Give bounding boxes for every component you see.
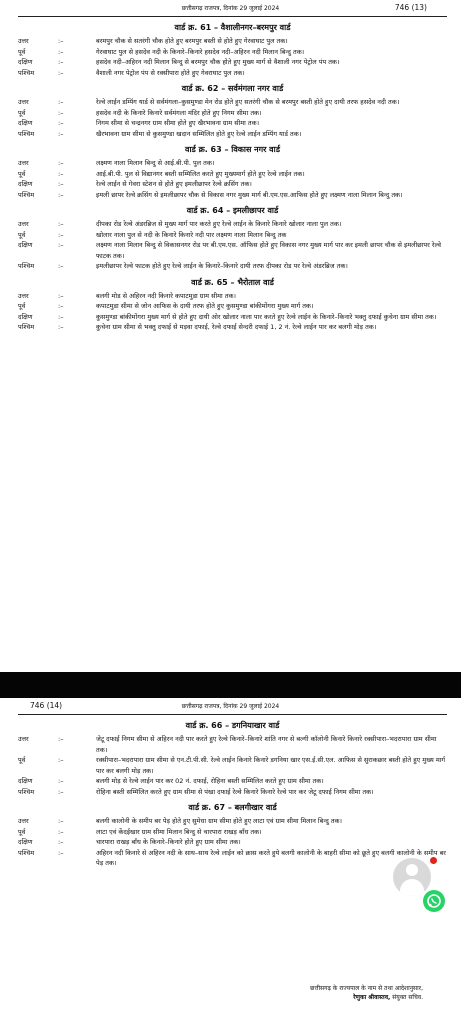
boundary-description: लक्ष्मण नाला मिलान बिन्दु से विकासनगर रोड पर बी.एम.एस. ऑफिस होते हुए विकास नगर मुख्य मार्ग पार कर इमली छापर चौक से इमलीछापर रेल्वे फाटक तक। <box>96 241 442 260</box>
boundary-row <box>18 787 447 798</box>
boundary-description: बरमपुर चौक से सतरंगी चौक होते हुए बरमपुर बस्ती से होते हुए गेरवाघाट पुल तक। <box>96 37 288 45</box>
boundary-direction: उत्तर <box>18 159 29 167</box>
boundary-row <box>18 301 447 312</box>
boundary-direction: पश्चिम <box>18 68 35 77</box>
boundary-row <box>18 57 447 68</box>
boundary-row <box>18 755 447 776</box>
page-number: 746 (14) <box>30 701 63 710</box>
boundary-direction: पूर्व <box>18 302 26 310</box>
boundary-direction: उत्तर <box>18 817 29 825</box>
boundary-description: अहिरन नदी किनारे से अहिरन नदी के साथ–साथ रेल्वे लाईन को क्रास करते हुये बलगी कालोनी के बाहरी सीमा को छूते हुए बलगी कालोनी के समीप बर पेड़ तक। <box>96 848 446 867</box>
boundary-separator: :– <box>58 735 64 743</box>
boundary-separator: :– <box>58 230 64 239</box>
header-rule <box>18 16 447 17</box>
boundary-row <box>18 47 447 58</box>
boundary-separator: :– <box>58 220 64 228</box>
boundary-separator: :– <box>58 58 64 66</box>
boundary-description: दीपका रोड रेल्वे अंडरब्रिज से मुख्य मार्ग पार करते हुए रेल्वे लाईन के किनारे किनारे खोलार नाला पुल तक। <box>96 220 342 228</box>
boundary-description: रेल्वे लाईन से गेवरा स्टेशन से होते हुए इमलीछापर रेल्वे क्रसिंग तक। <box>96 180 252 188</box>
boundary-separator: :– <box>58 323 64 331</box>
boundary-description: बलगी मोड से अहिरन नदी किनारे कपाटमुडा ग्राम सीमा तक। <box>96 291 236 300</box>
boundary-description: कुचेना ग्राम सीमा से भक्तु दफाई से मड़वा दफाई, रेल्वे दफाई सेन्दरी दफाई 1, 2 नं. रेल्वे लाईन पार कर बलगी मोड़ तक। <box>96 323 377 331</box>
boundary-direction: उत्तर <box>18 735 29 743</box>
boundary-direction: उत्तर <box>18 98 29 106</box>
boundary-description: हसदेव नदी के किनारे किनारे सर्वमंगला मंदिर होते हुए निगम सीमा तक। <box>96 108 262 117</box>
boundary-description: रोहिना बस्ती सम्मिलित करते हुए ग्राम सीमा से पंखा दफाई रेल्वे किनारे किनारे रेल्वे पार कर जेटू दफाई निगम सीमा तक। <box>96 787 374 796</box>
boundary-separator: :– <box>58 159 64 167</box>
boundary-separator: :– <box>58 68 64 77</box>
boundary-separator: :– <box>58 302 64 310</box>
boundary-direction: पश्चिम <box>18 190 35 199</box>
boundary-row <box>18 118 447 129</box>
boundary-separator: :– <box>58 756 64 764</box>
ward-title: वार्ड क्र. 65 – भैरोताल वार्ड <box>191 277 274 287</box>
boundary-row <box>18 169 447 180</box>
boundary-separator: :– <box>58 108 64 117</box>
boundary-direction: उत्तर <box>18 220 29 228</box>
boundary-description: खैरभावना ग्राम सीमा से कुसमुण्डा खदान सम्मिलित होते हुए रेल्वे लाईन डम्पिंग यार्ड तक। <box>96 129 302 138</box>
ward-title: वार्ड क्र. 62 – सर्वमंगला नगर वार्ड <box>181 84 284 93</box>
boundary-row <box>18 129 447 140</box>
boundary-row <box>18 219 447 230</box>
boundary-separator: :– <box>58 262 64 270</box>
boundary-direction: दक्षिण <box>18 58 33 66</box>
signature-block <box>310 984 423 1002</box>
boundary-description: इमली छापर रेल्वे क्रसिंग से इमलीछापर चौक से विकास नगर मुख्य मार्ग बी.एम.एस.आफिस होते हुए लक्ष्मण नाला मिलान बिन्दु तक। <box>96 190 403 199</box>
ward-section <box>18 802 447 869</box>
boundary-row <box>18 68 447 79</box>
ward-title: वार्ड क्र. 64 – इमलीछापर वार्ड <box>186 206 279 215</box>
boundary-row <box>18 36 447 47</box>
signatory-designation: संयुक्त सचिव. <box>392 994 423 1001</box>
boundary-separator: :– <box>58 119 64 127</box>
boundary-row <box>18 108 447 119</box>
notification-dot-icon <box>430 857 437 864</box>
boundary-row <box>18 190 447 201</box>
boundary-separator: :– <box>58 169 64 178</box>
boundary-description: गेरवाघाट पुल से हसदेव नदी के किनारे–किनारे हसदेव नदी–अहिरन नदी मिलान बिन्दु तक। <box>96 47 305 56</box>
boundary-separator: :– <box>58 838 64 846</box>
boundary-row <box>18 837 447 848</box>
header-rule <box>18 714 447 715</box>
boundary-direction: दक्षिण <box>18 241 33 249</box>
boundary-separator: :– <box>58 817 64 825</box>
boundary-direction: पूर्व <box>18 827 26 836</box>
boundary-direction: पूर्व <box>18 169 26 178</box>
boundary-separator: :– <box>58 37 64 45</box>
boundary-row <box>18 230 447 241</box>
boundary-row <box>18 734 447 755</box>
ward-section <box>18 205 447 272</box>
signature-authority: छत्तीसगढ़ के राज्यपाल के नाम से तथा आदेशानुसार, <box>310 985 423 992</box>
boundary-row <box>18 312 447 323</box>
boundary-separator: :– <box>58 129 64 138</box>
boundary-description: रक्सीपारा–भदरापारा ग्राम सीमा से एन.टी.पी.सी. रेल्वे लाईन किनारे किनारे डगनिया खार एस.ई.सी.एल. आफिस से सुराकछार बस्ती होते हुए मुख्य मार्ग पार कर बलगी मोड़ तक। <box>96 756 446 775</box>
boundary-separator: :– <box>58 777 64 785</box>
ward-title: वार्ड क्र. 67 – बलगीखार वार्ड <box>188 803 277 812</box>
boundary-separator: :– <box>58 47 64 56</box>
boundary-row <box>18 322 447 333</box>
boundary-separator: :– <box>58 312 64 321</box>
boundary-direction: दक्षिण <box>18 777 33 785</box>
page-header <box>0 0 461 16</box>
page-header <box>0 698 461 714</box>
boundary-separator: :– <box>58 787 64 796</box>
boundary-direction: दक्षिण <box>18 838 33 846</box>
boundary-description: वैशाली नगर पेट्रोल पंप से रक्सीपारा होते हुए गेवराघाट पुल तक। <box>96 68 245 77</box>
boundary-description: निगम सीमा से चन्द्रनगर ग्राम सीमा होते हुए खैरभावना ग्राम सीमा तक। <box>96 119 260 127</box>
page-gap <box>0 672 461 698</box>
ward-title: वार्ड क्र. 61 – वैशालीनगर–बरमपुर वार्ड <box>174 23 291 32</box>
boundary-separator: :– <box>58 848 64 857</box>
boundary-description: कुसमुण्डा बांकीमोंगरा मुख्य मार्ग से होते हुए दायी ओर खोलार नाला पार करते हुए रेल्वे लाईन के किनारे–किनारे भक्तु दफाई कुचेना ग्राम सीमा तक। <box>96 312 437 321</box>
boundary-direction: पूर्व <box>18 230 26 239</box>
boundary-separator: :– <box>58 241 64 249</box>
boundary-direction: दक्षिण <box>18 119 33 127</box>
whatsapp-icon[interactable] <box>423 890 445 912</box>
boundary-separator: :– <box>58 827 64 836</box>
boundary-separator: :– <box>58 190 64 199</box>
boundary-description: चारपारा राखड़ बाँध के किनारे–किनारे होते हुए ग्राम सीमा तक। <box>96 838 241 846</box>
boundary-direction: उत्तर <box>18 37 29 45</box>
boundary-direction: दक्षिण <box>18 312 33 321</box>
ward-section <box>18 720 447 797</box>
boundary-description: बलगी मोड़ से रेल्वे लाईन पार कर 02 नं. दफाई, रोहिना बस्ती सम्मिलित करते हुए ग्राम सीमा तक। <box>96 777 324 785</box>
ward-section <box>18 144 447 200</box>
boundary-description: कपाटमुडा सीमा से जोन आफिस के दायी तरफ होते हुए कुसमुण्डा बांकीमोंगरा मुख्य मार्ग तक। <box>96 302 314 310</box>
boundary-row <box>18 179 447 190</box>
signatory-name: रेणुका श्रीवास्तव, <box>353 994 391 1001</box>
boundary-direction: उत्तर <box>18 291 29 300</box>
gazette-page-2 <box>0 698 461 1024</box>
boundary-description: इमलीछापर रेल्वे फाटक होते हुए रेल्वे लाईन के किनारे–किनारे दायी तरफ दीपका रोड पर रेल्वे अंडरब्रिज तक। <box>96 262 348 270</box>
gazette-title: छत्तीसगढ़ राजपत्र, दिनांक 29 जुलाई 2024 <box>181 703 280 710</box>
ward-title: वार्ड क्र. 66 – डगनियाखार वार्ड <box>185 721 280 730</box>
page-number: 746 (13) <box>394 3 427 12</box>
ward-section <box>18 277 447 333</box>
boundary-description: लाटा एवं केंदईखार ग्राम सीमा मिलान बिन्दु से चारपारा राखड़ बाँध तक। <box>96 827 262 836</box>
boundary-description: आई.बी.पी. पुल से विद्यानगर बस्ती सम्मिलित करते हुए मुख्यमार्ग होते हुए रेल्वे लाईन तक। <box>96 169 305 178</box>
boundary-direction: पूर्व <box>18 47 26 56</box>
boundary-row <box>18 776 447 787</box>
boundary-row <box>18 848 447 869</box>
boundary-direction: पश्चिम <box>18 129 35 138</box>
boundary-row <box>18 816 447 827</box>
gazette-title: छत्तीसगढ़ राजपत्र, दिनांक 29 जुलाई 2024 <box>181 5 280 12</box>
boundary-description: रेल्वे लाईन डम्पिंग यार्ड से सर्वमंगला–कुसमुण्डा मेन रोड होते हुए सतरंगी चौक से बरमपुर बस्ती होते हुए दायी तरफ हसदेव नदी तक। <box>96 98 400 106</box>
boundary-description: लक्ष्मण नाला मिलान बिन्दु से आई.बी.पी. पुल तक। <box>96 159 215 167</box>
boundary-row <box>18 240 447 261</box>
boundary-separator: :– <box>58 180 64 188</box>
boundary-row <box>18 291 447 302</box>
boundary-description: हसदेव नदी–अहिरन नदी मिलान बिन्दु से बरमपुर चौक होते हुए मुख्य मार्ग से वैशाली नगर पेट्रोल पंप तक। <box>96 58 340 66</box>
boundary-description: बलगी कालोनी के समीप बर पेड़ होते हुए सुमेधा ग्राम सीमा होते हुए लाटा एवं ग्राम सीमा मिलान बिन्दु तक। <box>96 817 343 825</box>
boundary-direction: पूर्व <box>18 756 26 764</box>
boundary-row <box>18 97 447 108</box>
boundary-row <box>18 261 447 272</box>
boundary-description: खोलार नाला पुल से नदी के किनारे किनारे नदी पार लक्ष्मण नाला मिलान बिन्दु तक <box>96 230 287 239</box>
ward-section <box>18 22 447 78</box>
boundary-direction: दक्षिण <box>18 180 33 188</box>
boundary-description: जेटू दफाई निगम सीमा से अहिरन नदी पार करते हुए रेल्वे किनारे–किनारे शांति नगर से बल्गी कॉलोनी किनारे किनारे रक्सीपारा–भदरापारा ग्राम सीमा तक। <box>96 735 437 754</box>
boundary-direction: पश्चिम <box>18 262 35 270</box>
ward-section <box>18 83 447 139</box>
boundary-separator: :– <box>58 98 64 106</box>
boundary-direction: पश्चिम <box>18 787 35 796</box>
boundary-direction: पश्चिम <box>18 848 35 857</box>
ward-title: वार्ड क्र. 63 – विकास नगर वार्ड <box>185 145 280 154</box>
boundary-direction: पश्चिम <box>18 323 35 331</box>
boundary-direction: पूर्व <box>18 108 26 117</box>
boundary-row <box>18 158 447 169</box>
boundary-separator: :– <box>58 291 64 300</box>
boundary-row <box>18 827 447 838</box>
